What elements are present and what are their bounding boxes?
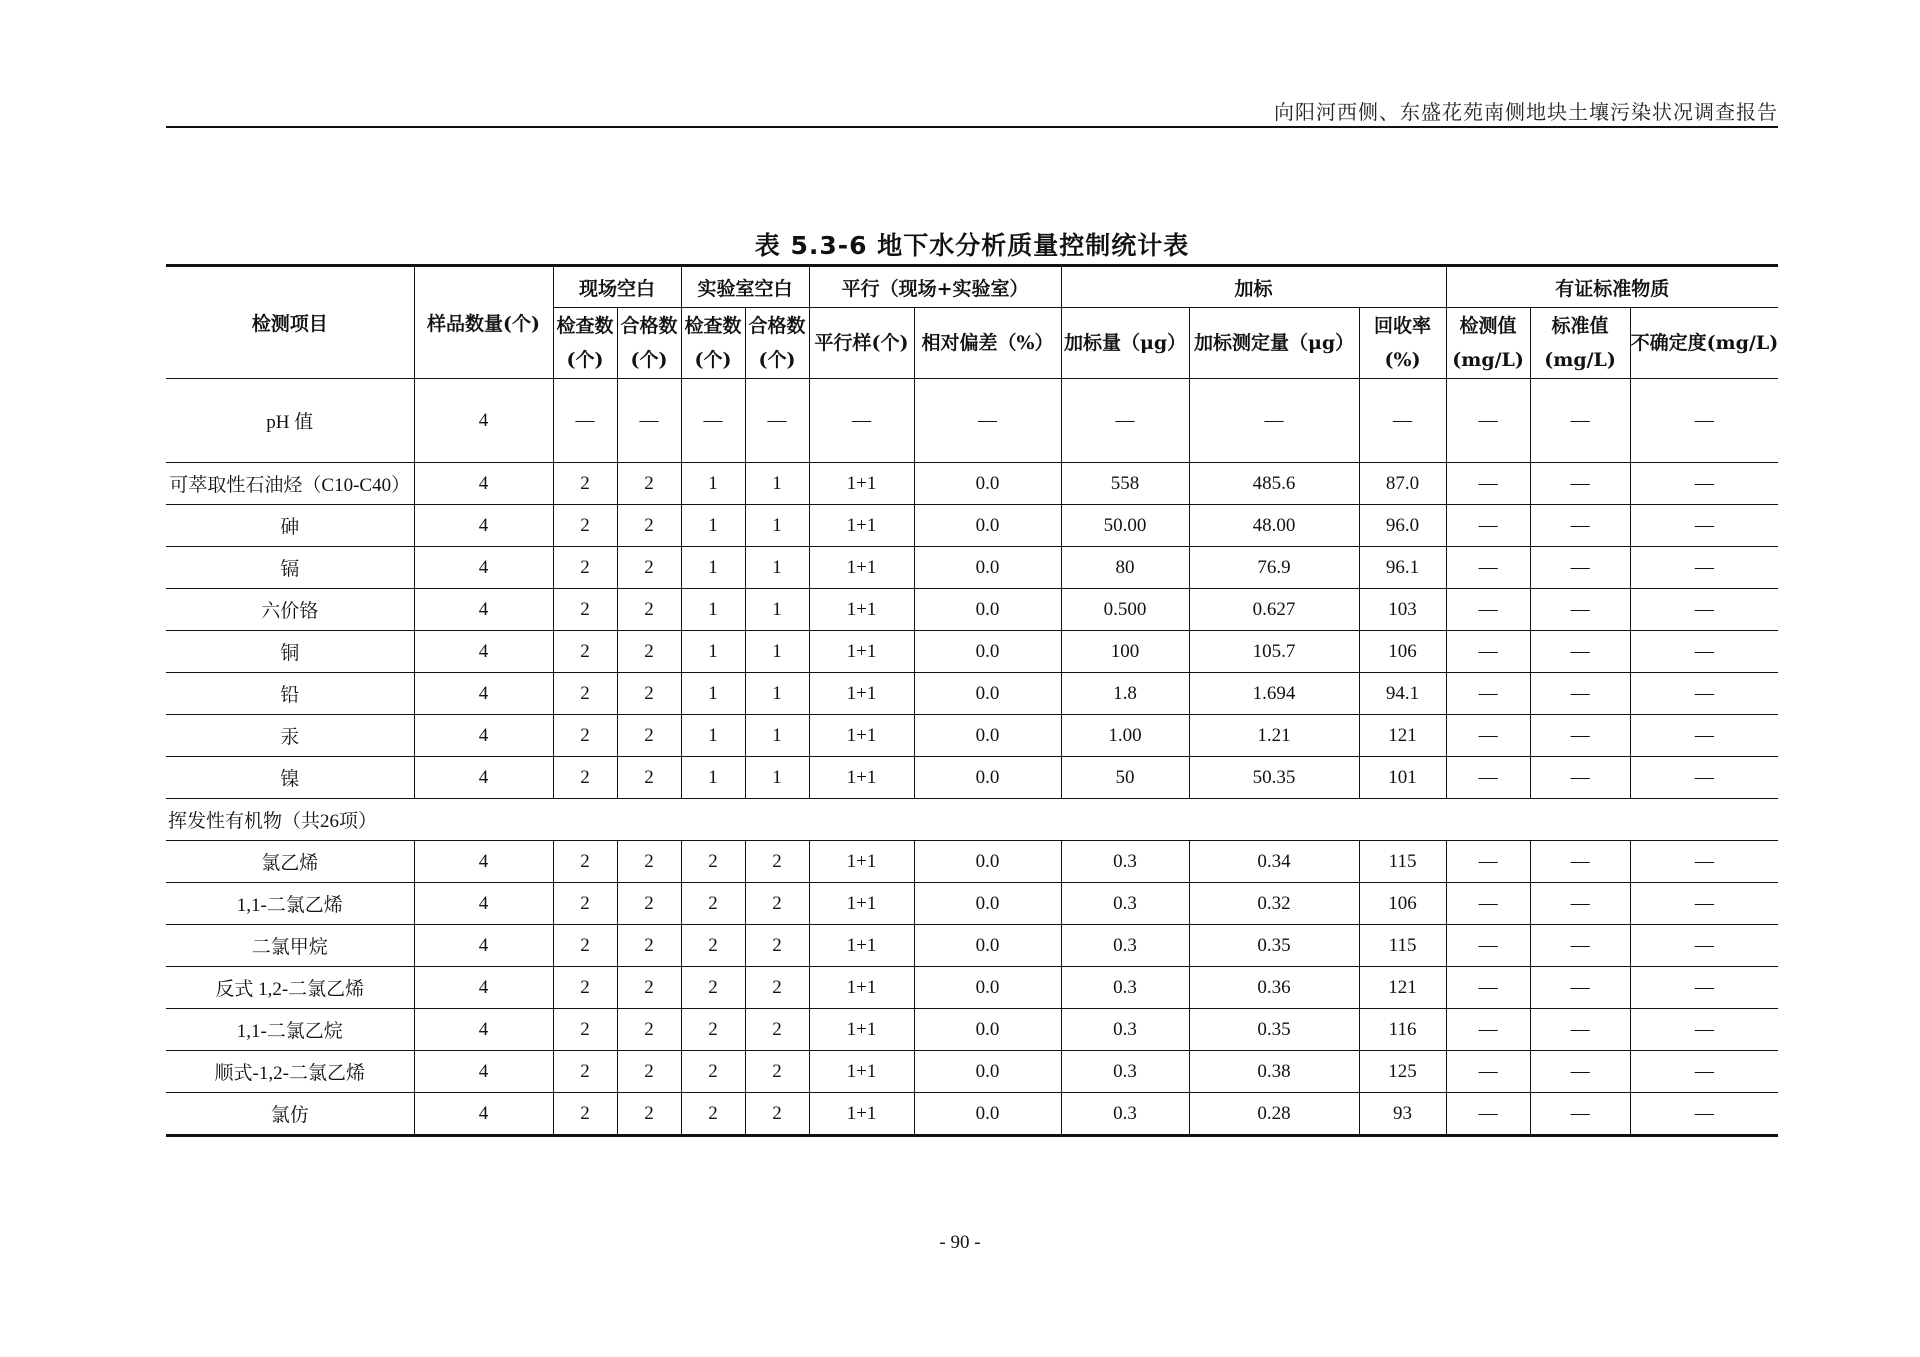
cell-sa: 80 xyxy=(1061,547,1189,589)
cell-rd: 0.0 xyxy=(914,1051,1061,1093)
cell-item: 1,1-二氯乙烷 xyxy=(166,1009,414,1051)
cell-rd: 0.0 xyxy=(914,1093,1061,1136)
cell-mv: — xyxy=(1446,505,1530,547)
cell-count: 4 xyxy=(414,463,553,505)
header-field-checked: 检查数 (个) xyxy=(553,308,617,379)
cell-rd: 0.0 xyxy=(914,967,1061,1009)
header-spike-amount: 加标量（μg） xyxy=(1061,308,1189,379)
cell-lq: 1 xyxy=(745,547,809,589)
cell-sm: 1.21 xyxy=(1189,715,1359,757)
cell-item: 铅 xyxy=(166,673,414,715)
cell-fc: 2 xyxy=(553,715,617,757)
cell-count: 4 xyxy=(414,673,553,715)
cell-ps: 1+1 xyxy=(809,547,914,589)
cell-item: 汞 xyxy=(166,715,414,757)
cell-fc: 2 xyxy=(553,1093,617,1136)
cell-lc: 2 xyxy=(681,925,745,967)
cell-sv: — xyxy=(1530,463,1630,505)
cell-ps: 1+1 xyxy=(809,883,914,925)
cell-fc: 2 xyxy=(553,757,617,799)
cell-sm: 0.32 xyxy=(1189,883,1359,925)
cell-rec: 87.0 xyxy=(1359,463,1446,505)
cell-rd: 0.0 xyxy=(914,589,1061,631)
header-rule xyxy=(166,126,1778,128)
cell-sv: — xyxy=(1530,547,1630,589)
cell-rec: 121 xyxy=(1359,715,1446,757)
cell-ps: 1+1 xyxy=(809,463,914,505)
cell-sa: 1.00 xyxy=(1061,715,1189,757)
cell-sv: — xyxy=(1530,841,1630,883)
cell-item: 六价铬 xyxy=(166,589,414,631)
cell-fq: 2 xyxy=(617,463,681,505)
cell-fc: 2 xyxy=(553,631,617,673)
cell-lq: 2 xyxy=(745,967,809,1009)
table-caption: 表 5.3-6 地下水分析质量控制统计表 xyxy=(754,231,1190,260)
cell-rd: 0.0 xyxy=(914,547,1061,589)
cell-rec: 96.1 xyxy=(1359,547,1446,589)
cell-item: 可萃取性石油烃（C10-C40） xyxy=(166,463,414,505)
cell-item: 二氯甲烷 xyxy=(166,925,414,967)
cell-rd: 0.0 xyxy=(914,673,1061,715)
cell-lc: 1 xyxy=(681,757,745,799)
header-crm: 有证标准物质 xyxy=(1446,266,1778,308)
cell-mv: — xyxy=(1446,967,1530,1009)
cell-unc: — xyxy=(1630,883,1778,925)
cell-unc: — xyxy=(1630,379,1778,463)
running-header-title: 向阳河西侧、东盛花苑南侧地块土壤污染状况调查报告 xyxy=(1274,102,1778,124)
cell-count: 4 xyxy=(414,883,553,925)
header-measured-value: 检测值 (mg/L) xyxy=(1446,308,1530,379)
cell-sa: 0.3 xyxy=(1061,925,1189,967)
header-spike: 加标 xyxy=(1061,266,1446,308)
cell-sm: 48.00 xyxy=(1189,505,1359,547)
cell-sa: — xyxy=(1061,379,1189,463)
cell-fq: 2 xyxy=(617,925,681,967)
cell-rec: 103 xyxy=(1359,589,1446,631)
cell-lc: 1 xyxy=(681,589,745,631)
cell-fq: — xyxy=(617,379,681,463)
cell-lc: 1 xyxy=(681,547,745,589)
cell-sv: — xyxy=(1530,379,1630,463)
cell-item: 氯乙烯 xyxy=(166,841,414,883)
cell-item: 镉 xyxy=(166,547,414,589)
cell-ps: 1+1 xyxy=(809,925,914,967)
cell-ps: 1+1 xyxy=(809,673,914,715)
cell-sa: 0.3 xyxy=(1061,1051,1189,1093)
cell-unc: — xyxy=(1630,967,1778,1009)
cell-mv: — xyxy=(1446,547,1530,589)
cell-sv: — xyxy=(1530,589,1630,631)
cell-rd: 0.0 xyxy=(914,715,1061,757)
cell-sm: 0.38 xyxy=(1189,1051,1359,1093)
cell-ps: 1+1 xyxy=(809,841,914,883)
header-lab-qualified: 合格数 (个) xyxy=(745,308,809,379)
cell-sa: 0.3 xyxy=(1061,883,1189,925)
cell-fq: 2 xyxy=(617,673,681,715)
cell-count: 4 xyxy=(414,631,553,673)
header-uncertainty: 不确定度(mg/L) xyxy=(1630,308,1778,379)
cell-mv: — xyxy=(1446,925,1530,967)
cell-lq: 1 xyxy=(745,463,809,505)
cell-ps: 1+1 xyxy=(809,589,914,631)
cell-lq: 2 xyxy=(745,841,809,883)
cell-rec: 125 xyxy=(1359,1051,1446,1093)
cell-count: 4 xyxy=(414,1051,553,1093)
cell-fq: 2 xyxy=(617,967,681,1009)
header-parallel: 平行（现场+实验室） xyxy=(809,266,1061,308)
cell-count: 4 xyxy=(414,1009,553,1051)
cell-sa: 558 xyxy=(1061,463,1189,505)
cell-fc: 2 xyxy=(553,673,617,715)
cell-count: 4 xyxy=(414,967,553,1009)
cell-unc: — xyxy=(1630,757,1778,799)
cell-sm: 105.7 xyxy=(1189,631,1359,673)
cell-lq: 2 xyxy=(745,1009,809,1051)
cell-sv: — xyxy=(1530,505,1630,547)
cell-sa: 100 xyxy=(1061,631,1189,673)
cell-count: 4 xyxy=(414,1093,553,1136)
table-row xyxy=(166,1093,1778,1136)
cell-ps: 1+1 xyxy=(809,1051,914,1093)
cell-mv: — xyxy=(1446,841,1530,883)
cell-item: 1,1-二氯乙烯 xyxy=(166,883,414,925)
table-row xyxy=(166,967,1778,1009)
cell-rec: — xyxy=(1359,379,1446,463)
cell-unc: — xyxy=(1630,505,1778,547)
cell-sm: 0.627 xyxy=(1189,589,1359,631)
cell-item: 顺式-1,2-二氯乙烯 xyxy=(166,1051,414,1093)
cell-mv: — xyxy=(1446,883,1530,925)
cell-sm: 50.35 xyxy=(1189,757,1359,799)
cell-fc: 2 xyxy=(553,841,617,883)
cell-mv: — xyxy=(1446,379,1530,463)
cell-lq: 2 xyxy=(745,1051,809,1093)
cell-sm: 0.35 xyxy=(1189,1009,1359,1051)
cell-count: 4 xyxy=(414,841,553,883)
cell-fc: 2 xyxy=(553,505,617,547)
cell-unc: — xyxy=(1630,673,1778,715)
cell-rec: 121 xyxy=(1359,967,1446,1009)
cell-unc: — xyxy=(1630,1051,1778,1093)
cell-lc: 1 xyxy=(681,631,745,673)
cell-lc: 2 xyxy=(681,967,745,1009)
cell-sv: — xyxy=(1530,673,1630,715)
header-field-blank: 现场空白 xyxy=(553,266,681,308)
cell-mv: — xyxy=(1446,673,1530,715)
group-row xyxy=(166,799,1778,841)
cell-lq: 1 xyxy=(745,757,809,799)
cell-lq: 1 xyxy=(745,631,809,673)
cell-lq: 2 xyxy=(745,1093,809,1136)
table-row xyxy=(166,883,1778,925)
cell-unc: — xyxy=(1630,1093,1778,1136)
cell-mv: — xyxy=(1446,631,1530,673)
cell-rec: 116 xyxy=(1359,1009,1446,1051)
header-spike-measured: 加标测定量（μg） xyxy=(1189,308,1359,379)
table-row xyxy=(166,505,1778,547)
header-field-qualified: 合格数 (个) xyxy=(617,308,681,379)
cell-rd: 0.0 xyxy=(914,841,1061,883)
table-row xyxy=(166,715,1778,757)
cell-item: 镍 xyxy=(166,757,414,799)
header-standard-value: 标准值 (mg/L) xyxy=(1530,308,1630,379)
cell-rec: 115 xyxy=(1359,925,1446,967)
cell-sm: 485.6 xyxy=(1189,463,1359,505)
table-row xyxy=(166,757,1778,799)
cell-fc: 2 xyxy=(553,967,617,1009)
cell-unc: — xyxy=(1630,589,1778,631)
cell-rd: 0.0 xyxy=(914,757,1061,799)
cell-lc: 2 xyxy=(681,883,745,925)
cell-unc: — xyxy=(1630,925,1778,967)
cell-fc: 2 xyxy=(553,589,617,631)
cell-unc: — xyxy=(1630,547,1778,589)
cell-item: 氯仿 xyxy=(166,1093,414,1136)
cell-sa: 0.3 xyxy=(1061,841,1189,883)
cell-unc: — xyxy=(1630,463,1778,505)
cell-fq: 2 xyxy=(617,589,681,631)
cell-rec: 106 xyxy=(1359,883,1446,925)
cell-lq: 2 xyxy=(745,883,809,925)
cell-lc: 1 xyxy=(681,505,745,547)
cell-lc: 2 xyxy=(681,1009,745,1051)
cell-sm: 0.35 xyxy=(1189,925,1359,967)
table-body xyxy=(166,379,1778,1136)
cell-rd: 0.0 xyxy=(914,505,1061,547)
cell-rd: 0.0 xyxy=(914,925,1061,967)
cell-fq: 2 xyxy=(617,1051,681,1093)
cell-fc: 2 xyxy=(553,883,617,925)
cell-sm: 76.9 xyxy=(1189,547,1359,589)
table-row xyxy=(166,379,1778,463)
cell-fc: 2 xyxy=(553,1009,617,1051)
cell-lq: 1 xyxy=(745,715,809,757)
cell-rec: 106 xyxy=(1359,631,1446,673)
cell-rec: 101 xyxy=(1359,757,1446,799)
header-sample-count: 样品数量(个) xyxy=(414,266,553,379)
cell-lq: 1 xyxy=(745,505,809,547)
cell-rd: — xyxy=(914,379,1061,463)
cell-sm: 1.694 xyxy=(1189,673,1359,715)
cell-lc: 1 xyxy=(681,715,745,757)
cell-mv: — xyxy=(1446,1051,1530,1093)
cell-ps: — xyxy=(809,379,914,463)
cell-ps: 1+1 xyxy=(809,1093,914,1136)
table-row xyxy=(166,673,1778,715)
table-row xyxy=(166,1051,1778,1093)
cell-rd: 0.0 xyxy=(914,463,1061,505)
table-row xyxy=(166,589,1778,631)
cell-lc: 1 xyxy=(681,673,745,715)
cell-fc: — xyxy=(553,379,617,463)
cell-lc: 1 xyxy=(681,463,745,505)
cell-sv: — xyxy=(1530,925,1630,967)
cell-sv: — xyxy=(1530,1051,1630,1093)
table-row xyxy=(166,631,1778,673)
cell-rec: 94.1 xyxy=(1359,673,1446,715)
cell-sa: 0.500 xyxy=(1061,589,1189,631)
cell-fq: 2 xyxy=(617,841,681,883)
cell-count: 4 xyxy=(414,547,553,589)
cell-sa: 0.3 xyxy=(1061,1009,1189,1051)
cell-ps: 1+1 xyxy=(809,715,914,757)
cell-unc: — xyxy=(1630,1009,1778,1051)
cell-fq: 2 xyxy=(617,631,681,673)
cell-mv: — xyxy=(1446,1009,1530,1051)
table-row xyxy=(166,463,1778,505)
cell-lc: — xyxy=(681,379,745,463)
cell-mv: — xyxy=(1446,1093,1530,1136)
table-row xyxy=(166,841,1778,883)
cell-ps: 1+1 xyxy=(809,505,914,547)
cell-mv: — xyxy=(1446,589,1530,631)
cell-lq: 2 xyxy=(745,925,809,967)
cell-ps: 1+1 xyxy=(809,631,914,673)
qc-statistics-table xyxy=(166,264,1778,1137)
cell-sa: 50 xyxy=(1061,757,1189,799)
table-row xyxy=(166,547,1778,589)
header-lab-blank: 实验室空白 xyxy=(681,266,809,308)
cell-sa: 0.3 xyxy=(1061,1093,1189,1136)
cell-unc: — xyxy=(1630,715,1778,757)
cell-sv: — xyxy=(1530,757,1630,799)
header-recovery: 回收率 (%) xyxy=(1359,308,1446,379)
cell-rd: 0.0 xyxy=(914,1009,1061,1051)
cell-unc: — xyxy=(1630,631,1778,673)
cell-fq: 2 xyxy=(617,1093,681,1136)
cell-sv: — xyxy=(1530,1093,1630,1136)
cell-fc: 2 xyxy=(553,925,617,967)
cell-rd: 0.0 xyxy=(914,883,1061,925)
cell-fc: 2 xyxy=(553,547,617,589)
cell-fq: 2 xyxy=(617,505,681,547)
cell-sm: 0.28 xyxy=(1189,1093,1359,1136)
cell-sv: — xyxy=(1530,631,1630,673)
cell-item: pH 值 xyxy=(166,379,414,463)
cell-fc: 2 xyxy=(553,463,617,505)
cell-sa: 0.3 xyxy=(1061,967,1189,1009)
cell-item: 反式 1,2-二氯乙烯 xyxy=(166,967,414,1009)
cell-sm: — xyxy=(1189,379,1359,463)
cell-sv: — xyxy=(1530,967,1630,1009)
cell-item: 砷 xyxy=(166,505,414,547)
cell-mv: — xyxy=(1446,463,1530,505)
header-relative-deviation: 相对偏差（%） xyxy=(914,308,1061,379)
cell-ps: 1+1 xyxy=(809,757,914,799)
cell-ps: 1+1 xyxy=(809,1009,914,1051)
cell-ps: 1+1 xyxy=(809,967,914,1009)
cell-fq: 2 xyxy=(617,547,681,589)
cell-lq: — xyxy=(745,379,809,463)
table-row xyxy=(166,925,1778,967)
cell-lq: 1 xyxy=(745,589,809,631)
header-lab-checked: 检查数 (个) xyxy=(681,308,745,379)
cell-fq: 2 xyxy=(617,883,681,925)
cell-fc: 2 xyxy=(553,1051,617,1093)
cell-item: 铜 xyxy=(166,631,414,673)
cell-sm: 0.34 xyxy=(1189,841,1359,883)
cell-lc: 2 xyxy=(681,841,745,883)
cell-sm: 0.36 xyxy=(1189,967,1359,1009)
cell-rd: 0.0 xyxy=(914,631,1061,673)
page-number: - 90 - xyxy=(939,1232,981,1253)
cell-fq: 2 xyxy=(617,757,681,799)
cell-fq: 2 xyxy=(617,1009,681,1051)
cell-count: 4 xyxy=(414,589,553,631)
cell-count: 4 xyxy=(414,925,553,967)
cell-rec: 93 xyxy=(1359,1093,1446,1136)
cell-sv: — xyxy=(1530,715,1630,757)
header-parallel-samples: 平行样(个) xyxy=(809,308,914,379)
cell-sv: — xyxy=(1530,883,1630,925)
cell-count: 4 xyxy=(414,757,553,799)
cell-mv: — xyxy=(1446,757,1530,799)
cell-unc: — xyxy=(1630,841,1778,883)
cell-fq: 2 xyxy=(617,715,681,757)
cell-sa: 1.8 xyxy=(1061,673,1189,715)
header-item: 检测项目 xyxy=(166,266,414,379)
cell-count: 4 xyxy=(414,505,553,547)
group-label: 挥发性有机物（共26项） xyxy=(166,799,1778,841)
cell-lq: 1 xyxy=(745,673,809,715)
cell-count: 4 xyxy=(414,715,553,757)
cell-mv: — xyxy=(1446,715,1530,757)
cell-rec: 96.0 xyxy=(1359,505,1446,547)
cell-count: 4 xyxy=(414,379,553,463)
cell-sv: — xyxy=(1530,1009,1630,1051)
cell-rec: 115 xyxy=(1359,841,1446,883)
table-row xyxy=(166,1009,1778,1051)
cell-lc: 2 xyxy=(681,1093,745,1136)
cell-lc: 2 xyxy=(681,1051,745,1093)
cell-sa: 50.00 xyxy=(1061,505,1189,547)
